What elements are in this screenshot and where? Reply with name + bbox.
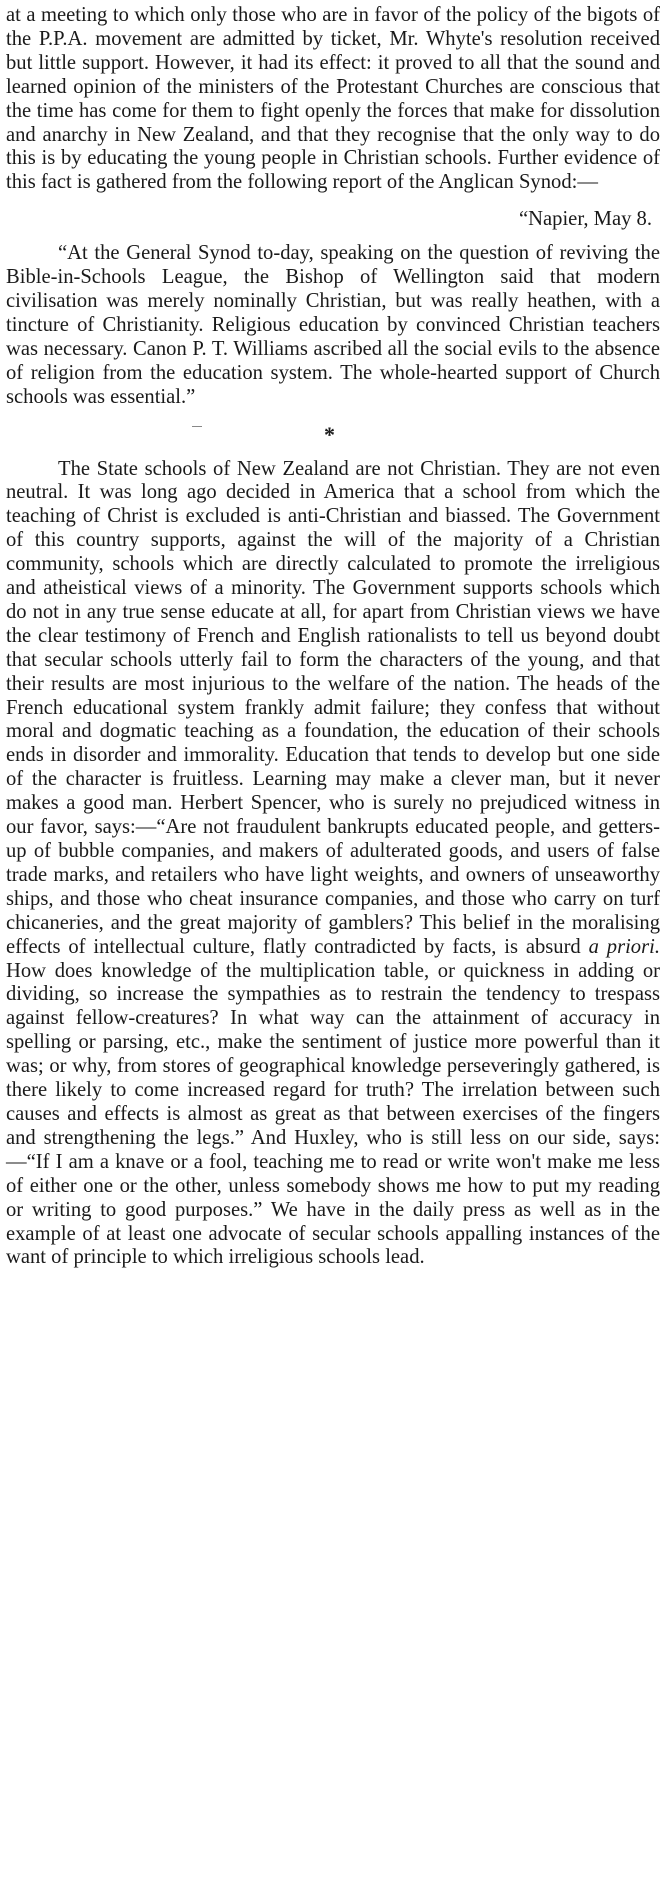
italic-phrase: a priori. bbox=[588, 935, 660, 958]
printing-mark bbox=[192, 426, 202, 427]
quote-dateline: “Napier, May 8. bbox=[519, 208, 652, 231]
synod-report-quote: “At the General Synod to-day, speaking on the question of reviving the Bible-in-Schools League, the Bishop of Wellington said that modern civilisation was merely nominally Christian, but was really heathen, with a tincture of Christianity. Religious education by convinced Christian teachers was necessary. Canon P. T. Williams ascribed all the social evils to the absence of religion from the education system. The whole-hearted support of Church schools was essential.” bbox=[6, 242, 660, 408]
paragraph-state-schools bbox=[6, 458, 660, 1271]
section-separator bbox=[6, 420, 660, 450]
paragraph-ppa-resolution: at a meeting to which only those who are in favor of the policy of the bigots of the P.P.A. movement are admitted by ticket, Mr. Whyte's resolution received but little support. However, it had its effect: it proved to all that the sound and learned opinion of the ministers of the Protestant Churches are conscious that the time has come for them to fight openly the forces that make for dissolution and anarchy in New Zealand, and that they recognise that the only way to do this is by educating the young people in Christian schools. Further evidence of this fact is gathered from the following report of the Anglican Synod:— bbox=[6, 4, 660, 194]
paragraph-state-schools-text: The State schools of New Zealand are not Christian. They are not even neutral. It was long ago decided in America that a school from which the teaching of Christ is excluded is anti-Christian and biassed. The Government of this country supports, against the will of the majority of a Christian community, schools which are directly calculated to promote the irreligious and atheistical views of a minority. The Government supports schools which do not in any true sense educate at all, for apart from Christian views we have the clear testimony of French and English rationalists to tell us beyond doubt that secular schools utterly fail to form the characters of the young, and that their results are most injurious to the welfare of the nation. The heads of the French educational system frankly admit failure; they confess that without moral and dogmatic teaching as a foundation, the education of their schools ends in disorder and immorality. Education that tends to develop but one side of the character is fruitless. Learning may make a clever man, but it never makes a good man. Herbert Spencer, who is surely no prejudiced witness in our favor, says:—“Are not fraudulent bankrupts educated people, and getters-up of bubble companies, and makers of adulterated goods, and users of false trade marks, and retailers who have light weights, and owners of unseaworthy ships, and those who cheat insurance companies, and those who carry on turf chicaneries, and the great majority of gamblers? This belief in the moralising effects of intellectual culture, flatly contradicted by facts, is absurd bbox=[6, 457, 660, 958]
separator-star: * bbox=[324, 421, 335, 447]
paragraph-state-schools-continuation: How does knowledge of the multiplication table, or quickness in adding or dividing, so increase the sympathies as to restrain the tendency to trespass against fellow-creatures? In what way can the attainment of accuracy in spelling or parsing, etc., make the sentiment of justice more powerful than it was; or why, from stores of geographical knowledge perseveringly gathered, is there likely to come increased regard for truth? The irrelation between such causes and effects is almost as great as that between exercises of the fingers and strengthening the legs.” And Huxley, who is still less on our side, says:—“If I am a knave or a fool, teaching me to read or write won't make me less of either one or the other, unless somebody shows me how to put my reading or writing to good purposes.” We have in the daily press as well as in the example of at least one advocate of secular schools appalling instances of the want of principle to which irreligious schools lead. bbox=[6, 959, 660, 1269]
